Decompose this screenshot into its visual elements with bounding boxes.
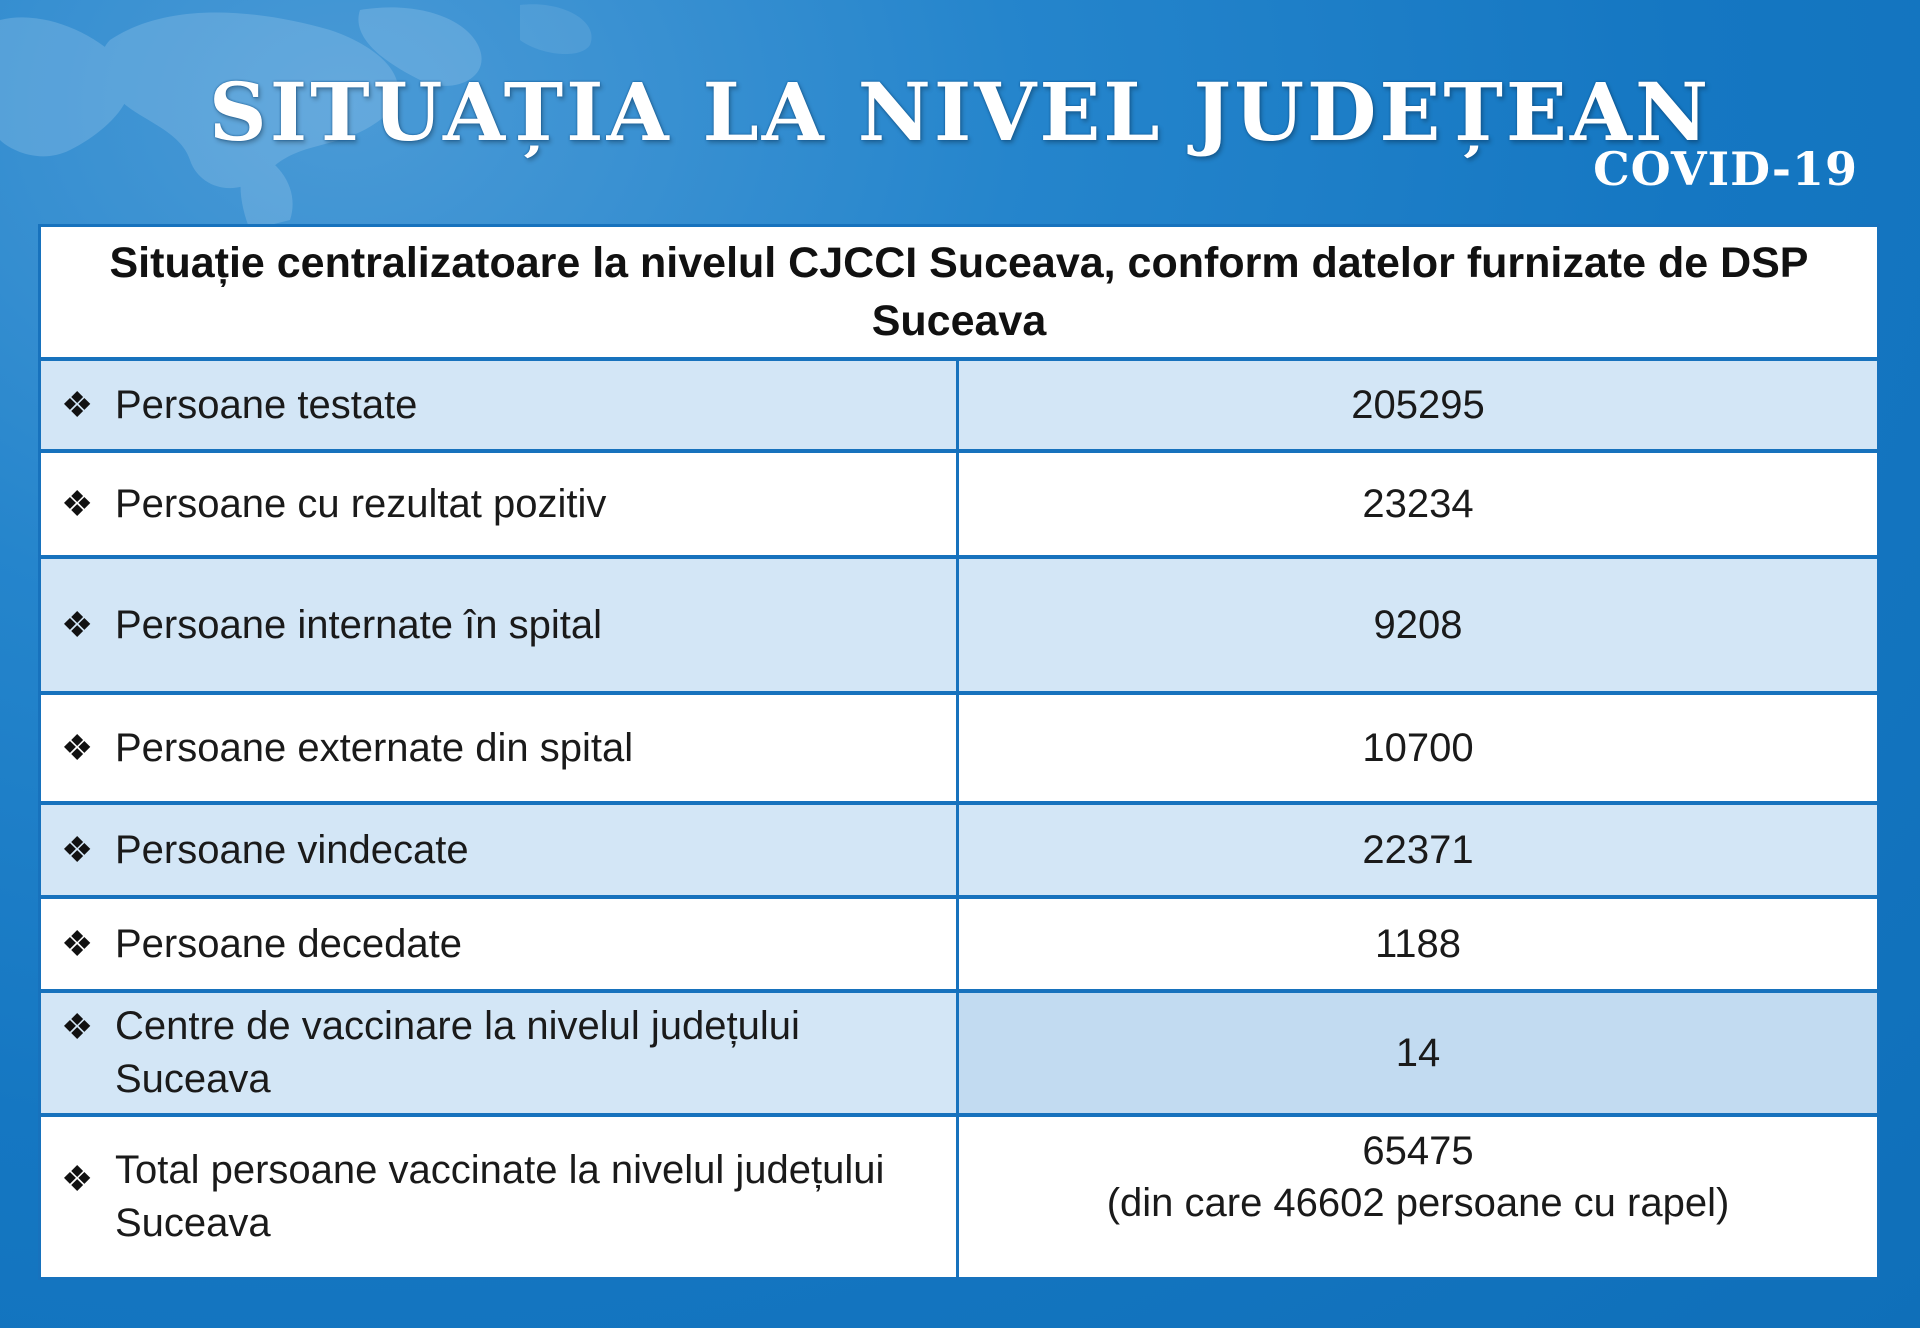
row-label: Persoane vindecate <box>115 827 469 872</box>
statistics-table <box>38 224 1880 1280</box>
diamond-bullet-icon: ❖ <box>61 1158 94 1199</box>
row-value: 14 <box>1395 1031 1441 1075</box>
row-label-cell <box>41 805 959 895</box>
row-label: Persoane testate <box>115 382 418 427</box>
table-row <box>41 805 1877 899</box>
diamond-bullet-icon: ❖ <box>61 923 94 965</box>
row-value-cell <box>959 559 1877 691</box>
row-label: Persoane decedate <box>115 921 462 966</box>
row-label: Persoane cu rezultat pozitiv <box>115 481 607 526</box>
covid-subtitle: COVID-19 <box>1593 142 1858 196</box>
row-label-cell <box>41 993 959 1113</box>
row-value: 65475 <box>1362 1129 1474 1173</box>
diamond-bullet-icon: ❖ <box>61 829 94 871</box>
row-label-cell <box>41 899 959 989</box>
diamond-bullet-icon: ❖ <box>61 727 94 769</box>
row-value-cell <box>959 1117 1877 1277</box>
row-label: Total persoane vaccinate la nivelul județului Suceava <box>115 1148 885 1245</box>
row-value: 205295 <box>1351 383 1485 427</box>
diamond-bullet-icon: ❖ <box>61 483 94 525</box>
table-header: Situație centralizatoare la nivelul CJCCI Suceava, conform datelor furnizate de DSP Suceava <box>41 227 1877 361</box>
diamond-bullet-icon: ❖ <box>61 384 94 426</box>
row-label-cell <box>41 453 959 555</box>
page-title: SITUAȚIA LA NIVEL JUDEȚEAN <box>208 65 1712 159</box>
row-value-cell <box>959 695 1877 801</box>
row-value: 22371 <box>1362 828 1474 872</box>
row-label: Centre de vaccinare la nivelul județului Suceava <box>115 1004 800 1101</box>
diamond-bullet-icon: ❖ <box>61 1006 94 1047</box>
row-label: Persoane internate în spital <box>115 602 602 647</box>
row-value: 23234 <box>1362 482 1474 526</box>
row-label-cell <box>41 1117 959 1277</box>
row-label: Persoane externate din spital <box>115 725 634 770</box>
table-row <box>41 993 1877 1117</box>
row-value-cell <box>959 453 1877 555</box>
table-row <box>41 361 1877 453</box>
table-row <box>41 559 1877 695</box>
row-value: 10700 <box>1362 726 1474 770</box>
row-value-cell <box>959 805 1877 895</box>
row-value-note: (din care 46602 persoane cu rapel) <box>1106 1181 1730 1225</box>
table-row <box>41 1117 1877 1277</box>
row-label-cell <box>41 559 959 691</box>
diamond-bullet-icon: ❖ <box>61 604 94 646</box>
row-label-cell <box>41 695 959 801</box>
row-value: 1188 <box>1374 922 1461 966</box>
row-value: 9208 <box>1373 603 1463 647</box>
row-value-cell <box>959 993 1877 1113</box>
table-row <box>41 695 1877 805</box>
table-row <box>41 453 1877 559</box>
row-value-cell <box>959 361 1877 449</box>
row-label-cell <box>41 361 959 449</box>
row-value-cell <box>959 899 1877 989</box>
table-row <box>41 899 1877 993</box>
